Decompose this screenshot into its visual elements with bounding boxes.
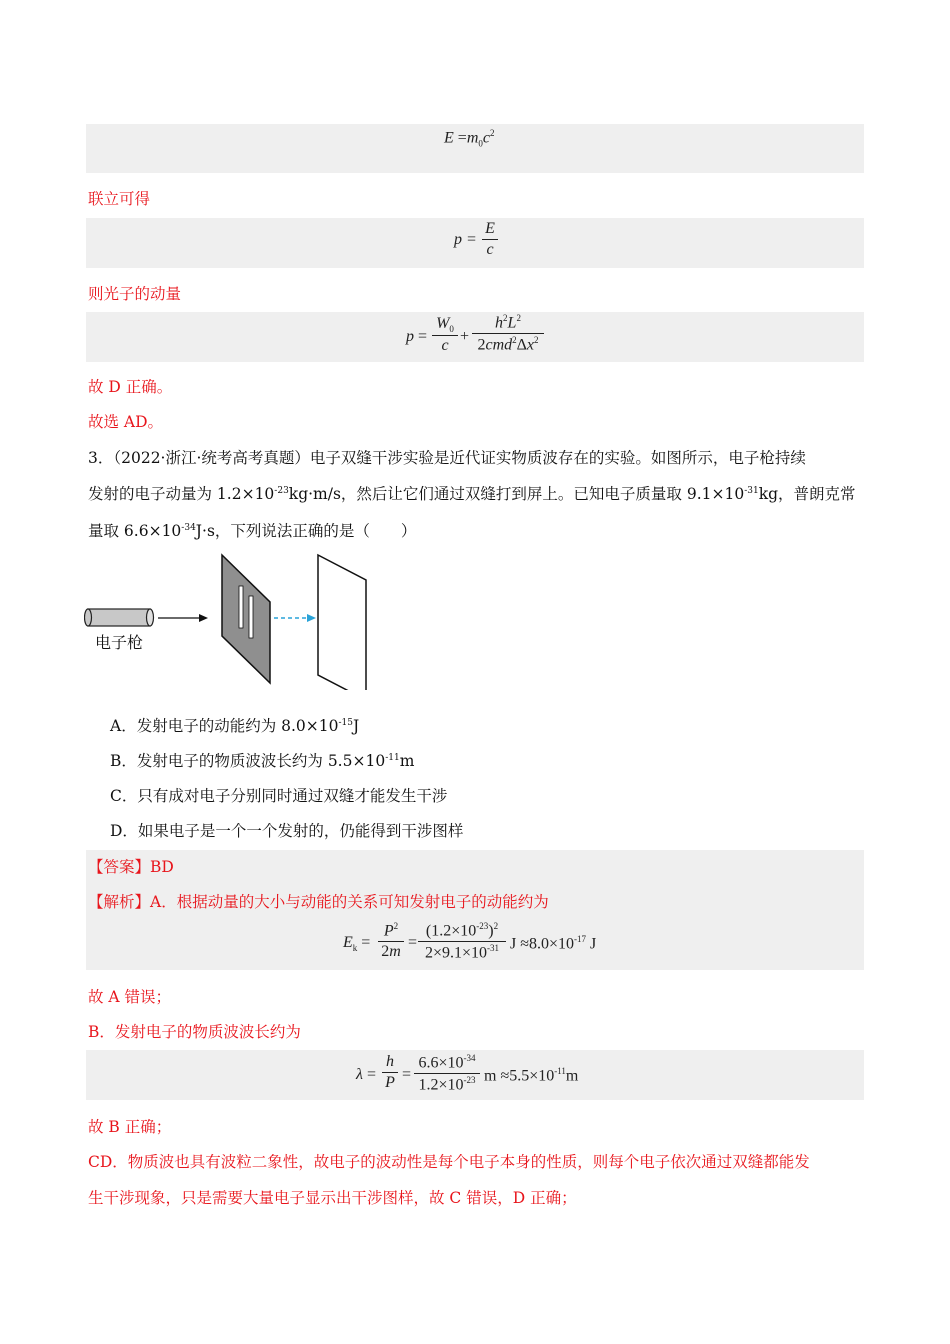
electron-gun-icon xyxy=(85,609,154,626)
question-line-2: 发射的电子动量为 $1.2\times 10^{-23}kg\cdot m/s$，然后让它们通过双缝打到屏上。已知电子质量取 $9.1\times 10^{-31}kg$，普朗克常 xyxy=(88,485,856,503)
option-d[interactable]: D．如果电子是一个一个发射的，仍能得到干涉图样 xyxy=(110,822,464,840)
equation-box-2 xyxy=(86,218,864,268)
fraction-denominator: c xyxy=(486,241,494,258)
equation3-frac2: $h^2L^2$ $2cmd^2\Delta x^2$ xyxy=(472,313,544,355)
analysis-line: 【解析】A．根据动量的大小与动能的关系可知发射电子的动能约为 xyxy=(88,893,549,911)
text-cd-line-2: 生干涉现象，只是需要大量电子显示出干涉图样，故 C 错误，D 正确； xyxy=(88,1189,577,1207)
equation-p-fraction xyxy=(482,220,498,259)
equation5-eq: = xyxy=(402,1066,412,1083)
question-line-3: 量取 $6.6\times 10^{-34}J\cdot s$，下列说法正确的是（ ） xyxy=(88,522,417,540)
question-line-1: 3．（2022·浙江·统考高考真题）电子双缝干涉实验是近代证实物质波存在的实验。如图所示，电子枪持续 xyxy=(88,449,806,467)
electron-gun-label: 电子枪 xyxy=(95,633,144,652)
text-photon-momentum: 则光子的动量 xyxy=(88,285,182,303)
equation4-frac2: $(1.2\times 10^{-23})^2$ $2\times 9.1\times 10^{-31}$ xyxy=(418,921,506,963)
equation5-rhs: $m \approx 5.5\times 10^{-11}m$ xyxy=(484,1066,579,1085)
option-b[interactable]: B．发射电子的物质波波长约为 $5.5\times 10^{-11}m$ xyxy=(110,752,415,770)
text-b-correct: 故 B 正确； xyxy=(88,1118,172,1136)
double-slit-plate xyxy=(222,555,270,683)
equation5-frac1: h P xyxy=(382,1053,398,1092)
text-d-correct: 故 D 正确。 xyxy=(88,378,173,396)
equation3-plus: + xyxy=(460,328,470,345)
text-cd-line-1: CD．物质波也具有波粒二象性，故电子的波动性是每个电子本身的性质，则每个电子依次通过双缝都能发 xyxy=(88,1153,810,1171)
electron-beam-arrow-icon xyxy=(158,614,208,622)
equation5-lhs: λ = xyxy=(356,1066,376,1083)
equation4-frac1: $P^2$ 2m xyxy=(378,921,404,961)
text-lianli: 联立可得 xyxy=(88,190,151,208)
equation3-lhs: p = xyxy=(406,328,428,345)
diffracted-beam-arrow-icon xyxy=(274,614,316,622)
option-c[interactable]: C．只有成对电子分别同时通过双缝才能发生干涉 xyxy=(110,787,448,805)
fraction-numerator: E xyxy=(485,220,495,237)
detection-screen xyxy=(318,555,366,690)
equation4-lhs: $E_k$ = xyxy=(343,934,371,954)
text-choose-ad: 故选 AD。 xyxy=(88,413,164,431)
equation4-eq: = xyxy=(408,934,418,951)
equation-mass-energy: $E =m_0c^2$ xyxy=(444,128,495,149)
equation-box-1 xyxy=(86,124,864,173)
answer-line: 【答案】BD xyxy=(88,858,174,876)
text-b-intro: B．发射电子的物质波波长约为 xyxy=(88,1023,301,1041)
equation4-rhs: $J \approx 8.0\times 10^{-17}$ J xyxy=(510,934,597,953)
equation3-frac1: $W_0$ c xyxy=(432,315,458,355)
text-a-wrong: 故 A 错误； xyxy=(88,988,172,1006)
option-a[interactable]: A．发射电子的动能约为 $8.0\times 10^{-15}J$ xyxy=(110,717,360,735)
equation-p-lhs: p = xyxy=(454,231,477,248)
equation-box-3 xyxy=(86,312,864,362)
double-slit-figure xyxy=(84,550,384,690)
equation-box-5 xyxy=(86,1050,864,1100)
equation5-frac2: $6.6\times 10^{-34}$ $1.2\times 10^{-23}$ xyxy=(414,1053,480,1095)
